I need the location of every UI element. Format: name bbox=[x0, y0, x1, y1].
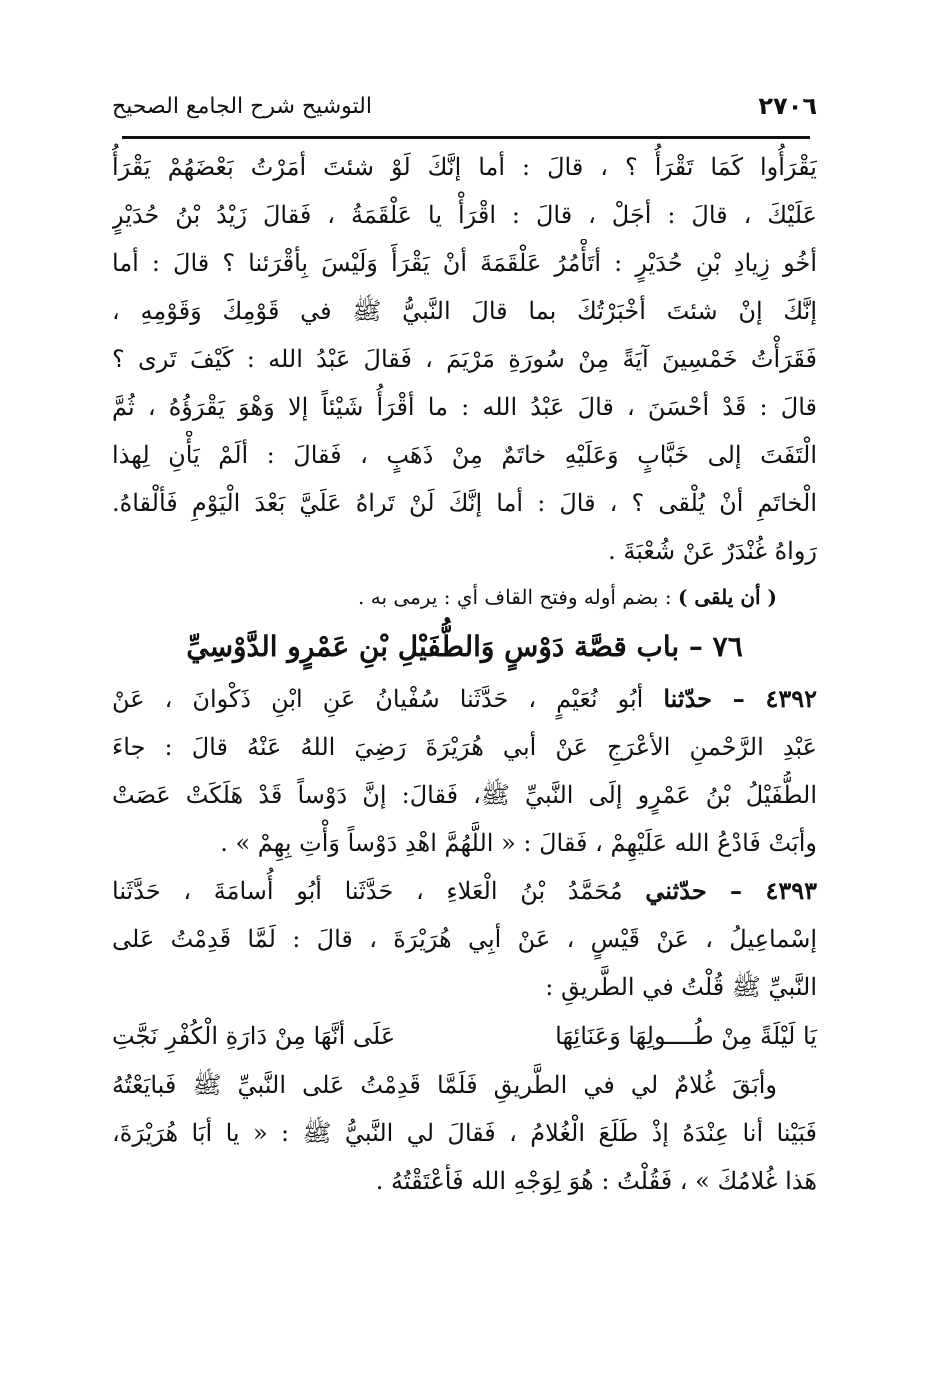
verse-first-hemistich: يَا لَيْلَةً مِنْ طُــــولِهَا وَعَنَائِهَا bbox=[555, 1022, 817, 1050]
header-divider bbox=[122, 136, 810, 139]
passage-continuation bbox=[112, 143, 817, 575]
text-line: الطُّفَيْلُ بْنُ عَمْرٍو إلَى النَّبيِّ ﷺ، فَقالَ: إنَّ دَوْساً قَدْ هَلَكَتْ عَصَتْ bbox=[112, 781, 817, 809]
hadith-number: ٤٣٩٢ – حدّثنا bbox=[663, 684, 817, 713]
text-line: أخُو زِيادِ بْنِ حُدَيْرٍ : أتَأْمُرُ عَلْقَمَةَ أنْ يَقْرَأَ وَلَيْسَ بِأقْرَئنا ؟ قالَ : أما bbox=[112, 249, 817, 277]
text-line: إسْماعِيلُ ، عَنْ قَيْسٍ ، عَنْ أبِي هُرَيْرَةَ ، قالَ : لَمَّا قَدِمْتُ عَلى bbox=[112, 925, 817, 953]
text-line bbox=[112, 867, 817, 915]
text-line: رَواهُ غُنْدَرٌ عَنْ شُعْبَةَ . bbox=[608, 537, 817, 565]
text-line bbox=[112, 675, 817, 723]
commentary-note bbox=[112, 575, 817, 619]
hadith-text: أبُو نُعَيْمٍ ، حَدَّثَنا سُفْيانُ عَنِ ابْنِ ذَكْوانَ ، عَنْ bbox=[112, 685, 664, 713]
hadith-4392 bbox=[112, 675, 817, 867]
text-line: قالَ : قَدْ أحْسَنَ ، قالَ عَبْدُ الله : ما أقْرَأُ شَيْئاً إلا وَهْوَ يَقْرَؤُهُ ، ثُمَّ bbox=[112, 393, 817, 421]
chapter-heading: ٧٦ – باب قصَّة دَوْسٍ وَالطُّفَيْلِ بْنِ عَمْرٍو الدَّوْسِيِّ bbox=[186, 630, 743, 663]
text-line: هَذا غُلامُكَ » ، فَقُلْتُ : هُوَ لِوَجْهِ الله فَأعْتَقْتُهُ . bbox=[375, 1167, 817, 1195]
text-line: فَبَيْنا أنا عِنْدَهُ إذْ طَلَعَ الْغُلامُ ، فَقالَ لي النَّبيُّ ﷺ : « يا أبَا هُرَيْرَةَ، bbox=[112, 1119, 817, 1147]
commentary-term: ( أن يلقى ) bbox=[677, 585, 777, 609]
commentary-text: : بضم أوله وفتح القاف أي : يرمى به . bbox=[358, 585, 678, 609]
verse-second-hemistich: عَلَى أنَّهَا مِنْ دَارَةِ الْكُفْرِ نَجَّتِ bbox=[112, 1022, 396, 1050]
text-line: وأبَقَ غُلامٌ لي في الطَّريقِ فَلَمَّا قَدِمْتُ عَلى النَّبيِّ ﷺ فَبايَعْتُهُ bbox=[112, 1071, 777, 1099]
text-line: الْتَفَتَ إلى خَبَّابٍ وَعَلَيْهِ خاتَمٌ مِنْ ذَهَبٍ ، فَقالَ : ألَمْ يَأْنِ لِهذا bbox=[112, 441, 817, 469]
hadith-text: مُحَمَّدُ بْنُ الْعَلاءِ ، حَدَّثَنا أبُو أُسامَةَ ، حَدَّثَنا bbox=[112, 877, 646, 905]
text-line: يَقْرَأُوا كَمَا تَقْرَأُ ؟ ، قالَ : أما إنَّكَ لَوْ شئتَ أمَرْتُ بَعْضَهُمْ يَقْرَأُ bbox=[112, 153, 817, 181]
text-line: إنَّكَ إنْ شئتَ أخْبَرْتُكَ بما قالَ النَّبيُّ ﷺ في قَوْمِكَ وَقَوْمِهِ ، bbox=[112, 297, 817, 325]
page-body bbox=[112, 143, 817, 1205]
page-header bbox=[112, 92, 817, 128]
hadith-number: ٤٣٩٣ – حدّثني bbox=[645, 876, 817, 905]
hadith-4393 bbox=[112, 867, 817, 1205]
running-title: التوشيح شرح الجامع الصحيح bbox=[112, 94, 372, 119]
text-line: النَّبيِّ ﷺ قُلْتُ في الطَّريقِ : bbox=[545, 973, 817, 1001]
text-line: فَقَرَأْتُ خَمْسِينَ آيَةً مِنْ سُورَةِ مَرْيَمَ ، فَقالَ عَبْدُ الله : كَيْفَ تَرى ؟ bbox=[112, 345, 817, 373]
page-number: ٢٧٠٦ bbox=[758, 92, 817, 120]
text-line: وأبَتْ فَادْعُ الله عَلَيْهِمْ ، فَقالَ : « اللَّهُمَّ اهْدِ دَوْساً وَأْتِ بِهِمْ » . bbox=[220, 829, 817, 857]
text-line: عَبْدِ الرَّحْمنِ الأعْرَجِ عَنْ أبي هُرَيْرَةَ رَضِيَ اللهُ عَنْهُ قالَ : جاءَ bbox=[112, 733, 817, 761]
poetry-verse bbox=[112, 1011, 817, 1061]
text-line: الْخاتَمِ أنْ يُلْقى ؟ ، قالَ : أما إنَّكَ لَنْ تَراهُ عَلَيَّ بَعْدَ الْيَوْمِ فَألْقاهُ. bbox=[112, 489, 817, 517]
text-line: عَلَيْكَ ، قالَ : أجَلْ ، قالَ : اقْرَأْ يا عَلْقَمَةُ ، فَقالَ زَيْدُ بْنُ حُدَيْرٍ bbox=[112, 201, 817, 229]
